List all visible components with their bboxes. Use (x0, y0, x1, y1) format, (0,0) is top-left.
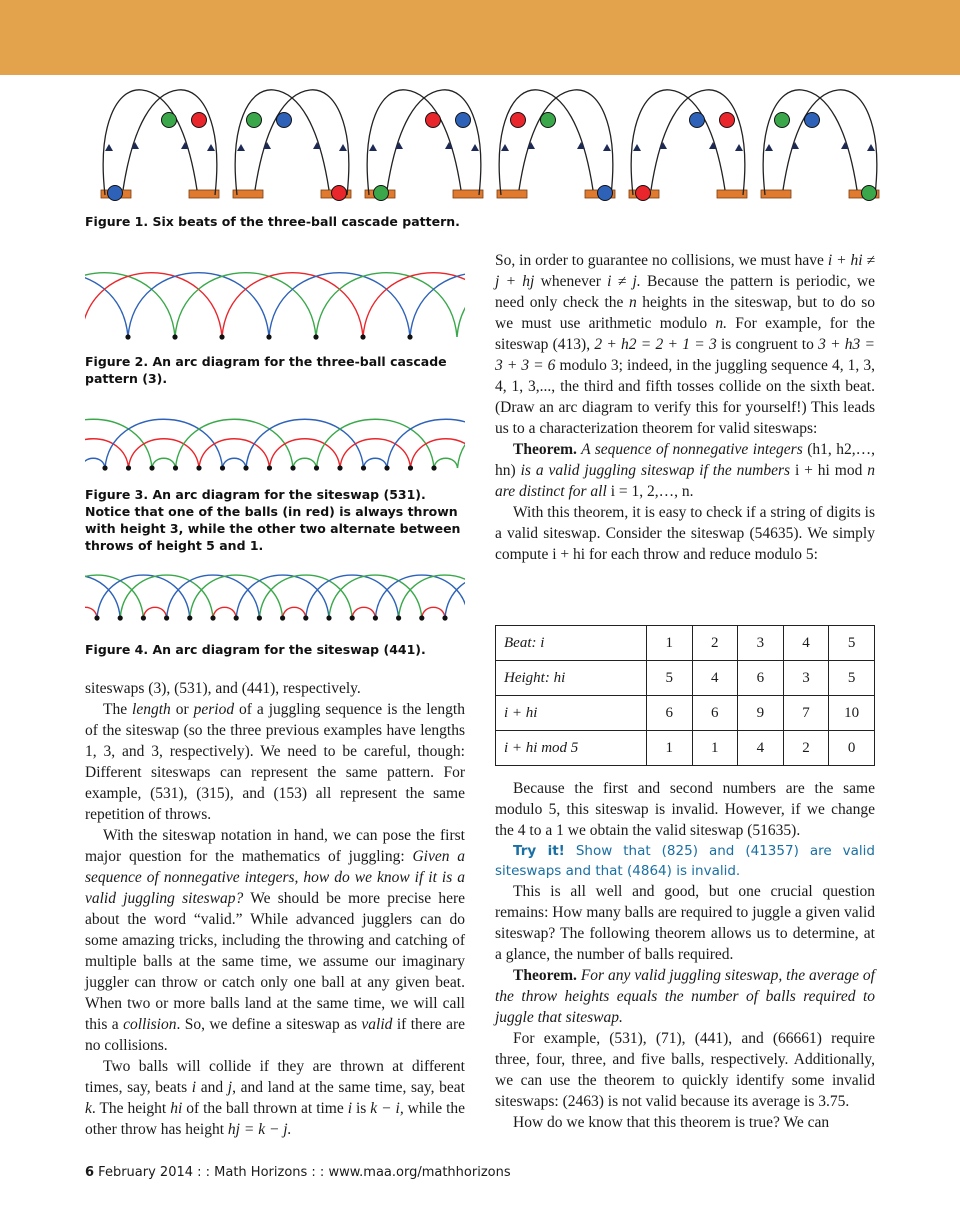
arc-red (143, 607, 166, 618)
arrow-icon (735, 144, 743, 151)
arc-blue (246, 419, 364, 468)
arrow-icon (105, 144, 113, 151)
right-column-text-bottom (495, 778, 875, 1133)
left-column-text (85, 678, 465, 1140)
beat-dot (350, 615, 355, 620)
beat-dot (384, 465, 389, 470)
table-row (496, 696, 875, 731)
table-cell: 6 (738, 661, 784, 696)
arc-red (340, 439, 411, 468)
beat-dot (396, 615, 401, 620)
throw-arc (763, 90, 857, 195)
beat-dot (243, 465, 248, 470)
arc-blue (85, 458, 105, 468)
table-cell: 4 (738, 731, 784, 766)
table-cell: 1 (646, 731, 692, 766)
table-cell: 10 (829, 696, 875, 731)
table-cell: 6 (692, 696, 738, 731)
throw-arc (499, 90, 593, 195)
ball (192, 113, 207, 128)
arrow-icon (603, 144, 611, 151)
arc-blue (105, 419, 223, 468)
beat-dot (257, 615, 262, 620)
arrow-icon (765, 144, 773, 151)
arrow-icon (471, 144, 479, 151)
throw-arc (519, 90, 613, 195)
arc-blue (410, 273, 465, 337)
try-it-box: Try it! Show that (825) and (41357) are valid siteswaps and that (4864) is invalid. (495, 843, 875, 879)
beat-dot (326, 615, 331, 620)
ball (108, 186, 123, 201)
beat-dot (220, 465, 225, 470)
cascade-panel (101, 90, 219, 201)
beat-dot (187, 615, 192, 620)
ball (332, 186, 347, 201)
ball (426, 113, 441, 128)
left-para-1: The length or period of a juggling sequence is the length of the siteswap (so the three previous examples have lengths 1, 3, and 3, respectively). We need to be careful, though: Different siteswaps can represent the same pattern. For example, (531), (315), and (153) all represent the same repetition of throws. (85, 701, 465, 823)
figure-1-caption: Figure 1. Six beats of the three-ball cascade pattern. (85, 214, 460, 229)
arrow-icon (339, 144, 347, 151)
beat-dot (266, 334, 271, 339)
arc-blue (128, 273, 269, 337)
beat-dot (280, 615, 285, 620)
arc-red (283, 607, 306, 618)
beat-dot (314, 465, 319, 470)
throw-arc (123, 90, 217, 195)
left-para-2: With the siteswap notation in hand, we can pose the first major question for the mathematics of juggling: Given a sequence of nonnegative integers, how do we know if it is a valid juggling siteswap? We should be more precise here about the word “valid.” While advanced jugglers can do some amazing tricks, including the throwing and catching of multiple balls at the same time, we assume our imaginary juggler can throw or catch only one ball at any given beat. When two or more balls land at the same time, we will call this a collision. So, we define a siteswap as valid if there are no collisions. (85, 827, 466, 1054)
cascade-panel (365, 90, 483, 201)
arc-blue (364, 458, 388, 468)
table-cell: 9 (738, 696, 784, 731)
table-cell: 5 (829, 626, 875, 661)
ball (511, 113, 526, 128)
beat-dot (196, 465, 201, 470)
throw-arc (631, 90, 725, 195)
beat-dot (118, 615, 123, 620)
beat-dot (173, 465, 178, 470)
beat-dot (125, 334, 130, 339)
arrow-icon (633, 144, 641, 151)
throw-arc (367, 90, 461, 195)
beat-dot (407, 334, 412, 339)
ball (862, 186, 877, 201)
beat-dot (219, 334, 224, 339)
arc-red (213, 607, 236, 618)
footer-text: February 2014 : : Math Horizons : : www.maa.org/mathhorizons (94, 1165, 511, 1180)
right-para-6: How do we know that this theorem is true? We can (513, 1114, 830, 1131)
ball (636, 186, 651, 201)
beat-dot (303, 615, 308, 620)
arc-red (352, 607, 375, 618)
beat-dot (102, 465, 107, 470)
arc-red (85, 439, 129, 468)
right-para-3: Because the first and second numbers are the same modulo 5, this siteswap is invalid. However, if we change the 4 to a 1 we obtain the valid siteswap (51635). (495, 780, 875, 839)
table-cell: 1 (646, 626, 692, 661)
beat-dot (141, 615, 146, 620)
beat-dot (210, 615, 215, 620)
siteswap-table (495, 625, 875, 766)
beat-dot (149, 465, 154, 470)
table-cell: 4 (692, 661, 738, 696)
table-row (496, 731, 875, 766)
table-row (496, 661, 875, 696)
table-cell: 6 (646, 696, 692, 731)
ball (456, 113, 471, 128)
beat-dot (373, 615, 378, 620)
arc-blue (85, 575, 120, 618)
right-para-5: For example, (531), (71), (441), and (66661) require three, four, three, and five balls, respectively. Additionally, we can use the theorem to quickly identify some invalid siteswaps: (2463) is not valid because its average is 3.75. (495, 1030, 875, 1110)
figure-3-caption: Figure 3. An arc diagram for the siteswap (531). Notice that one of the balls (in red) is always thrown with height 3, while the other two alternate between throws of height 5 and 1. (85, 487, 461, 553)
arc-blue (269, 273, 410, 337)
ball (598, 186, 613, 201)
table-cell: 3 (738, 626, 784, 661)
beat-dot (267, 465, 272, 470)
table-cell: 5 (829, 661, 875, 696)
ball (374, 186, 389, 201)
arc-green (399, 575, 465, 618)
theorem-2: Theorem. For any valid juggling siteswap, the average of the throw heights equals the number of balls required to juggle that siteswap. (495, 967, 875, 1026)
table-cell: 0 (829, 731, 875, 766)
beat-dot (360, 334, 365, 339)
table-row-label: i + hi (496, 696, 647, 731)
ball (247, 113, 262, 128)
arc-red (129, 439, 200, 468)
figure-1-cascade (85, 85, 880, 210)
throw-arc (651, 90, 745, 195)
arc-red (422, 607, 445, 618)
theorem-1: Theorem. A sequence of nonnegative integers (h1, h2,…, hn) is a valid juggling siteswap if the numbers i + hi mod n are distinct for all i = 1, 2,…, n. (495, 441, 875, 500)
arc-green (152, 458, 176, 468)
throw-arc (255, 90, 349, 195)
right-para-4: This is all well and good, but one crucial question remains: How many balls are required to juggle a given valid siteswap? The following theorem allows us to determine, at a glance, the number of balls required. (495, 883, 875, 963)
beat-dot (442, 615, 447, 620)
throw-arc (103, 90, 197, 195)
ball (805, 113, 820, 128)
cascade-panel (761, 90, 879, 201)
throw-arc (783, 90, 877, 195)
table-row-label: i + hi mod 5 (496, 731, 647, 766)
left-para-0: siteswaps (3), (531), and (441), respectively. (85, 680, 361, 697)
cascade-panel (629, 90, 747, 201)
arc-green (85, 419, 152, 468)
cascade-panel (497, 90, 615, 201)
page-footer (85, 1165, 511, 1180)
ball (720, 113, 735, 128)
arc-green (176, 419, 294, 468)
figure-4-caption: Figure 4. An arc diagram for the siteswap (441). (85, 642, 426, 657)
arc-red (363, 273, 465, 337)
ball (162, 113, 177, 128)
arc-green (434, 458, 458, 468)
beat-dot (313, 334, 318, 339)
beat-dot (126, 465, 131, 470)
beat-dot (361, 465, 366, 470)
arc-red (270, 439, 341, 468)
figure-4-arc-diagram (85, 565, 465, 625)
cascade-panel (233, 90, 351, 201)
arc-green (317, 419, 435, 468)
arc-green (457, 273, 465, 337)
table-cell: 3 (783, 661, 829, 696)
header-banner (0, 0, 960, 75)
throw-arc (387, 90, 481, 195)
table-row (496, 626, 875, 661)
table-cell: 5 (646, 661, 692, 696)
arrow-icon (207, 144, 215, 151)
table-row-label: Beat: i (496, 626, 647, 661)
arrow-icon (237, 144, 245, 151)
table-cell: 2 (783, 731, 829, 766)
page-number: 6 (85, 1165, 95, 1180)
table-cell: 4 (783, 626, 829, 661)
arc-blue (223, 458, 247, 468)
beat-dot (419, 615, 424, 620)
arc-green (175, 273, 316, 337)
figure-3-arc-diagram (85, 392, 465, 477)
ball (775, 113, 790, 128)
arrow-icon (867, 144, 875, 151)
arc-green (316, 273, 457, 337)
table-row-label: Height: hi (496, 661, 647, 696)
arc-red (85, 273, 222, 337)
beat-dot (94, 615, 99, 620)
left-para-3: Two balls will collide if they are thrown at different times, say, beats i and j, and land at the same time, say, beat k. The height hi of the ball thrown at time i is k − i, while the other throw has height hj = k − j. (85, 1058, 466, 1138)
arrow-icon (501, 144, 509, 151)
throw-arc (235, 90, 329, 195)
beat-dot (164, 615, 169, 620)
beat-dot (337, 465, 342, 470)
beat-dot (172, 334, 177, 339)
ball (277, 113, 292, 128)
figure-2-arc-diagram (85, 250, 465, 345)
table-cell: 2 (692, 626, 738, 661)
table-cell: 1 (692, 731, 738, 766)
ball (690, 113, 705, 128)
right-column-text-top (495, 250, 875, 565)
beat-dot (290, 465, 295, 470)
table-cell: 7 (783, 696, 829, 731)
right-para-2: With this theorem, it is easy to check if a string of digits is a valid siteswap. Consider the siteswap (54635). We simply compute i + hi for each throw and reduce modulo 5: (495, 504, 875, 563)
right-para-1: So, in order to guarantee no collisions, we must have i + hi ≠ j + hj whenever i ≠ j. Because the pattern is periodic, we need only check the n heights in the siteswap, but to do so we must use arithmetic modulo n. For example, for the siteswap (413), 2 + h2 = 2 + 1 = 3 is congruent to 3 + h3 = 3 + 3 = 6 modulo 3; indeed, in the juggling sequence 4, 1, 3, 4, 1, 3,..., the third and fifth tosses collide on the sixth beat. (Draw an arc diagram to verify this for yourself!) This leads us to a characterization theorem for valid siteswaps: (495, 252, 876, 437)
figure-2-caption: Figure 2. An arc diagram for the three-ball cascade pattern (3). (85, 354, 447, 386)
beat-dot (408, 465, 413, 470)
arrow-icon (369, 144, 377, 151)
arc-red (222, 273, 363, 337)
arc-green (293, 458, 317, 468)
ball (541, 113, 556, 128)
beat-dot (431, 465, 436, 470)
arc-red (199, 439, 270, 468)
beat-dot (234, 615, 239, 620)
